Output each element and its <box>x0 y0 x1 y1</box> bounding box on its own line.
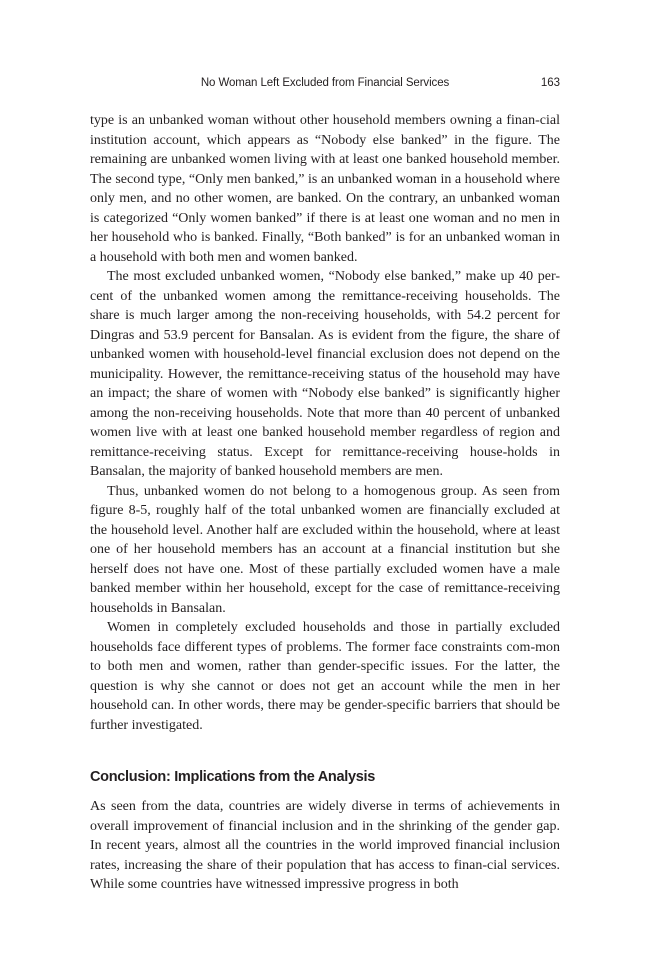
section-heading: Conclusion: Implications from the Analysis <box>90 769 375 785</box>
paragraph: Thus, unbanked women do not belong to a homogenous group. As seen from figure 8-5, roughly half of the total unbanked women are financially excluded at the household level. Another half are excluded within the household, where at least one of her household members has an account at a financial institution but she herself does not have one. Most of these partially excluded women have a male banked member within her household, except for the case of remittance-receiving households in Bansalan. <box>90 483 560 616</box>
running-title: No Woman Left Excluded from Financial Services <box>200 77 450 89</box>
paragraph: The most excluded unbanked women, “Nobody else banked,” make up 40 per-cent of the unbanked women among the remittance-receiving households. The share is much larger among the non-receiving households, with 54.2 percent for Dingras and 53.9 percent for Bansalan. As is evident from the figure, the share of unbanked women with household-level financial exclusion does not depend on the municipality. However, the remittance-receiving status of the household may have an impact; the share of women with “Nobody else banked” is significantly higher among the non-receiving households. Note that more than 40 percent of unbanked women live with at least one banked household member regardless of region and remittance-receiving status. Except for remittance-receiving house-holds in Bansalan, the majority of banked household members are men. <box>90 269 560 479</box>
page-number: 163 <box>540 77 560 89</box>
conclusion-paragraph: As seen from the data, countries are widely diverse in terms of achievements in overall improvement of financial inclusion and in the shrinking of the gender gap. In recent years, almost all the countries in the world improved financial inclusion rates, increasing the share of their population that has access to finan-cial services. While some countries have witnessed impressive progress in both <box>90 799 560 892</box>
running-head <box>90 77 560 93</box>
paragraph-continued: type is an unbanked woman without other household members owning a finan-cial institution account, which appears as “Nobody else banked” in the figure. The remaining are unbanked women living with at least one banked household member. The second type, “Only men banked,” is an unbanked woman in a household where only men, and no other women, are banked. On the contrary, an unbanked woman is categorized “Only women banked” if there is at least one woman and no men in her household who is banked. Finally, “Both banked” is for an unbanked woman in a household with both men and women banked. <box>90 113 560 265</box>
body-text <box>90 111 560 895</box>
paragraph: Women in completely excluded households and those in partially excluded households face different types of problems. The former face constraints com-mon to both men and women, rather than gender-specific issues. For the latter, the question is why she cannot or does not get an account while the men in her household can. In other words, there may be gender-specific barriers that should be further investigated. <box>90 620 560 733</box>
